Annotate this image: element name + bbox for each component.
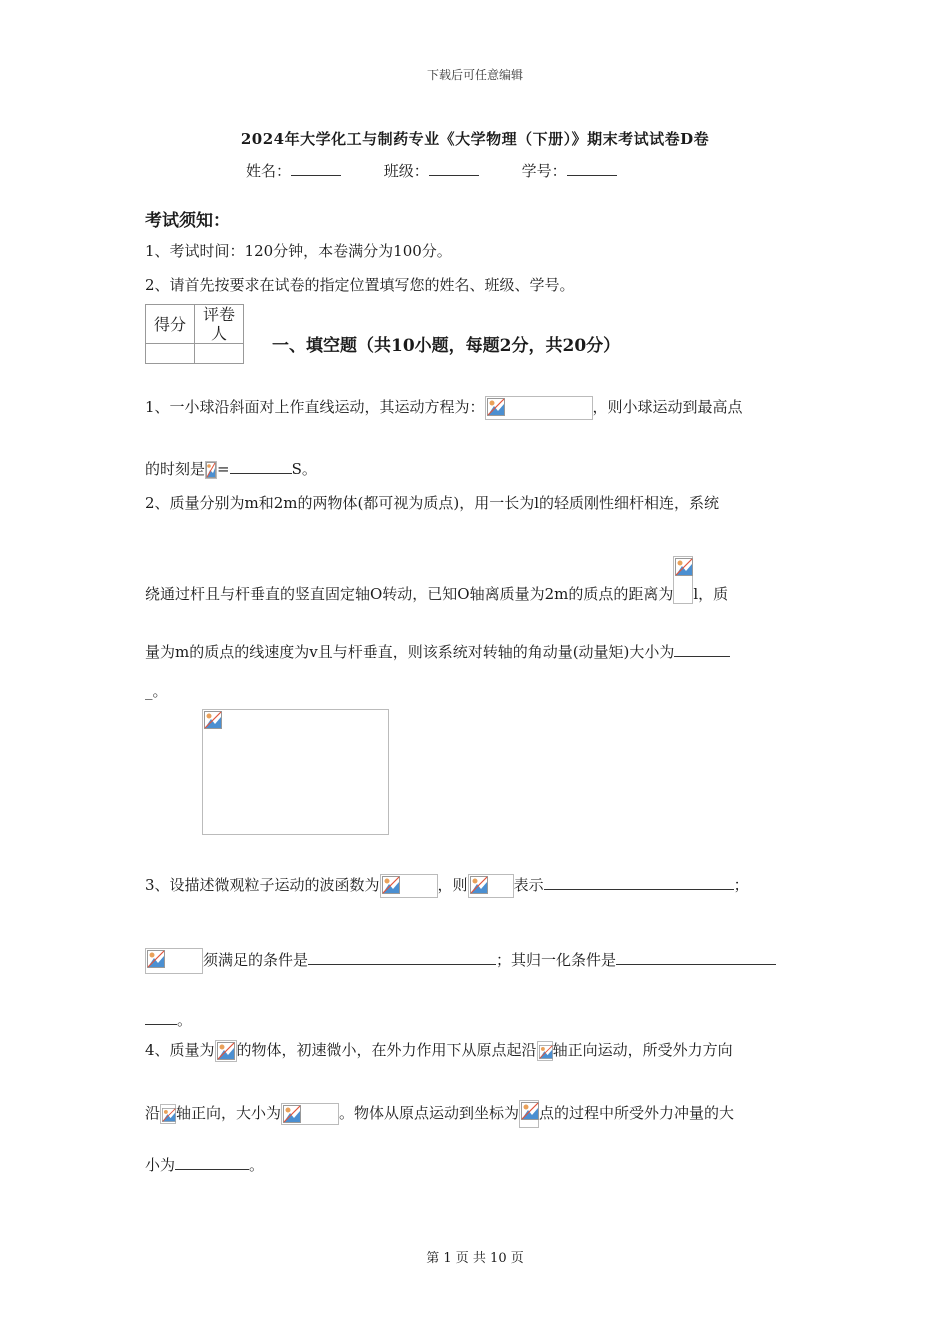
student-info-fields — [246, 160, 655, 181]
q4-text-i: 。 — [249, 1156, 265, 1174]
id-field[interactable] — [522, 160, 617, 181]
q2-text-c: 量为m的质点的线速度为v且与杆垂直，则该系统对转轴的角动量(动量矩)大小为 — [145, 643, 675, 661]
score-header: 得分 — [146, 305, 195, 344]
q1-text-a: 1、一小球沿斜面对上作直线运动，其运动方程为： — [145, 398, 485, 416]
q4-text-f: 。物体从原点运动到坐标为 — [339, 1104, 520, 1122]
q3-answer-blank-1[interactable] — [544, 877, 734, 890]
q1-line2 — [145, 458, 317, 479]
q3-text-g: 。 — [177, 1011, 193, 1029]
q1-text-c: 的时刻是 — [145, 460, 206, 478]
page-footer: 第 1 页 共 10 页 — [426, 1251, 524, 1266]
id-label: 学号： — [521, 162, 567, 180]
q2-figure-broken-image — [202, 709, 389, 835]
q2-answer-blank[interactable] — [674, 644, 730, 657]
broken-image-icon — [519, 1100, 539, 1128]
q3-answer-blank-3[interactable] — [616, 952, 776, 965]
broken-image-icon — [160, 1104, 176, 1124]
broken-image-icon — [537, 1041, 553, 1061]
q3-text-e: 须满足的条件是 — [203, 951, 309, 969]
page-header: 下载后可任意编辑 — [426, 68, 523, 82]
q2-text-a: 绕通过杆且与杆垂直的竖直固定轴O转动，已知O轴离质量为2m的质点的距离为 — [145, 585, 674, 603]
section-title: 一、填空题（共10小题，每题2分，共20分） — [272, 336, 621, 356]
name-field[interactable] — [246, 160, 341, 181]
name-label: 姓名： — [246, 162, 292, 180]
name-blank[interactable] — [291, 161, 341, 176]
broken-image-icon — [205, 461, 217, 479]
class-blank[interactable] — [429, 161, 479, 176]
broken-image-icon — [380, 874, 438, 898]
grader-header: 评卷人 — [195, 305, 244, 344]
q4-text-h: 小为 — [145, 1156, 176, 1174]
q3-text-f: ；其归一化条件是 — [496, 951, 617, 969]
q4-answer-blank[interactable] — [175, 1157, 249, 1170]
grader-cell[interactable] — [195, 344, 244, 364]
q1-line1 — [145, 396, 743, 420]
notice-item-2: 2、请首先按要求在试卷的指定位置填写您的姓名、班级、学号。 — [145, 276, 575, 294]
q4-text-b: 的物体，初速微小，在外力作用下从原点起沿 — [236, 1041, 537, 1059]
broken-image-icon — [673, 556, 693, 604]
q3-text-a: 3、设描述微观粒子运动的波函数为 — [145, 876, 380, 894]
q4-line2 — [145, 1100, 734, 1128]
q4-line1 — [145, 1039, 733, 1062]
score-table — [145, 304, 244, 364]
class-field[interactable] — [384, 160, 479, 181]
q4-text-d: 沿 — [145, 1104, 161, 1122]
broken-image-icon — [468, 874, 514, 898]
notice-item-1: 1、考试时间：120分钟，本卷满分为100分。 — [145, 242, 452, 260]
broken-image-icon — [281, 1103, 339, 1125]
q4-line3 — [145, 1154, 264, 1175]
class-label: 班级： — [383, 162, 429, 180]
q2-line4: _。 — [145, 682, 168, 700]
q2-line1: 2、质量分别为m和2m的两物体(都可视为质点)，用一长为l的轻质刚性细杆相连，系统 — [145, 494, 720, 512]
q3-text-b: ，则 — [437, 876, 468, 894]
q1-answer-blank[interactable] — [230, 461, 292, 474]
q4-text-c: 轴正向运动，所受外力方向 — [552, 1041, 733, 1059]
q3-answer-blank-3-cont[interactable] — [145, 1012, 177, 1025]
q4-text-e: 轴正向，大小为 — [176, 1104, 282, 1122]
q2-text-b: l，质 — [693, 585, 729, 603]
q3-line3 — [145, 1009, 192, 1030]
broken-image-icon — [215, 1040, 237, 1062]
q1-text-d: = — [217, 460, 230, 478]
q4-text-a: 4、质量为 — [145, 1041, 215, 1059]
q2-line3 — [145, 641, 730, 662]
q3-text-c: 表示 — [513, 876, 544, 894]
q3-text-d: ； — [733, 876, 749, 894]
notice-title: 考试须知： — [145, 211, 230, 231]
exam-title: 2024年大学化工与制药专业《大学物理（下册）》期末考试试卷D卷 — [240, 130, 710, 148]
q3-line2 — [145, 948, 776, 974]
q2-line2 — [145, 583, 728, 604]
q3-answer-blank-2[interactable] — [308, 952, 496, 965]
score-cell[interactable] — [146, 344, 195, 364]
broken-image-icon — [145, 948, 203, 974]
q4-text-g: 点的过程中所受外力冲量的大 — [539, 1104, 735, 1122]
id-blank[interactable] — [567, 161, 617, 176]
broken-image-icon — [485, 396, 593, 420]
q1-text-e: S。 — [291, 460, 317, 478]
q1-text-b: ，则小球运动到最高点 — [592, 398, 743, 416]
q3-line1 — [145, 874, 749, 898]
